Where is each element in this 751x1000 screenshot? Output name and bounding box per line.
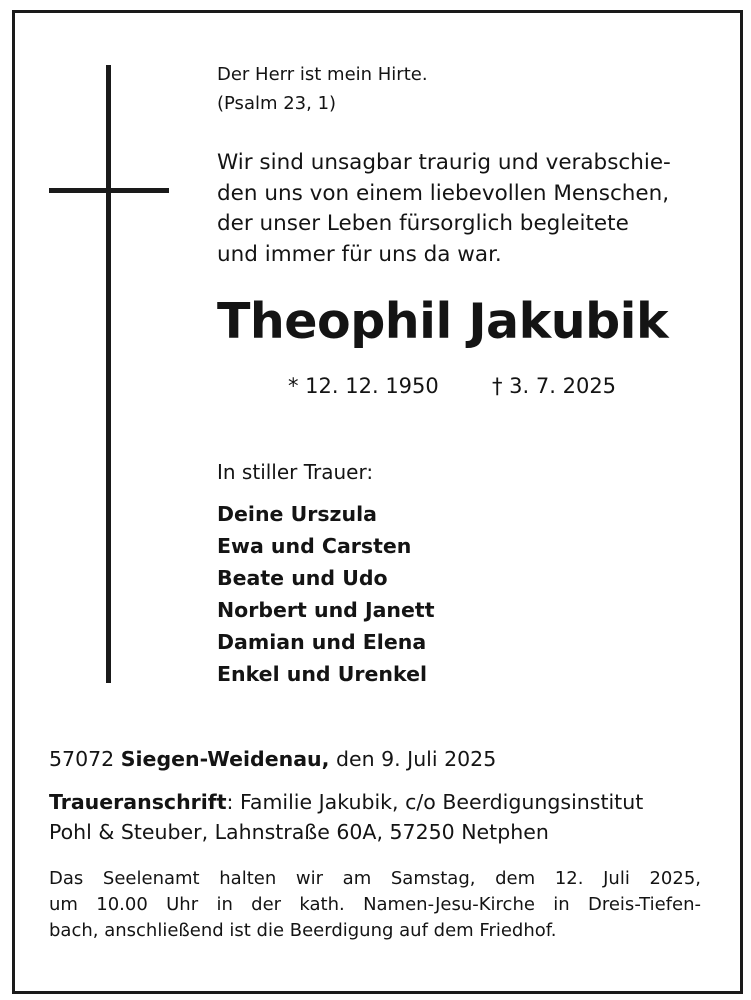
notice-line: Das Seelenamt halten wir am Samstag, dem 12. Juli 2025, [49,868,701,889]
cross-symbol-horizontal [49,188,169,193]
intro-line: Wir sind unsagbar traurig und verabschie- [217,150,671,175]
deceased-name: Theophil Jakubik [217,293,669,350]
address-label: Traueranschrift [49,790,227,814]
intro-text [217,148,671,270]
funeral-notice [49,866,701,944]
mourners-heading: In stiller Trauer: [217,460,374,484]
list-item: Beate und Udo [217,566,388,590]
notice-line: bach, anschließend ist die Beerdigung auf dem Friedhof. [49,920,557,941]
intro-line: und immer für uns da war. [217,241,502,267]
death-date: † 3. 7. 2025 [492,374,617,398]
list-item: Enkel und Urenkel [217,662,428,686]
place-name: Siegen-Weidenau, [120,747,330,771]
psalm-reference: (Psalm 23, 1) [217,93,337,114]
address-colon: : [226,790,234,814]
place-and-date [49,744,496,774]
mourners-list [217,498,435,690]
address-line: Familie Jakubik, c/o Beerdigungsinstitut [239,790,644,814]
notice-line: um 10.00 Uhr in der kath. Namen-Jesu-Kirche in Dreis-Tiefen- [49,894,701,915]
mourning-address [49,787,643,847]
list-item: Ewa und Carsten [217,534,412,558]
psalm-quote [217,60,428,118]
cross-symbol-vertical [106,65,111,683]
postcode: 57072 [49,747,115,771]
birth-date: * 12. 12. 1950 [288,374,439,398]
list-item: Deine Urszula [217,502,377,526]
intro-line: den uns von einem liebevollen Menschen, [217,180,670,206]
list-item: Damian und Elena [217,630,427,654]
letter-date: den 9. Juli 2025 [335,747,497,771]
psalm-line: Der Herr ist mein Hirte. [217,64,428,85]
intro-line: der unser Leben fürsorglich begleitete [217,211,629,236]
address-line: Pohl & Steuber, Lahnstraße 60A, 57250 Netphen [49,820,549,844]
list-item: Norbert und Janett [217,598,435,622]
